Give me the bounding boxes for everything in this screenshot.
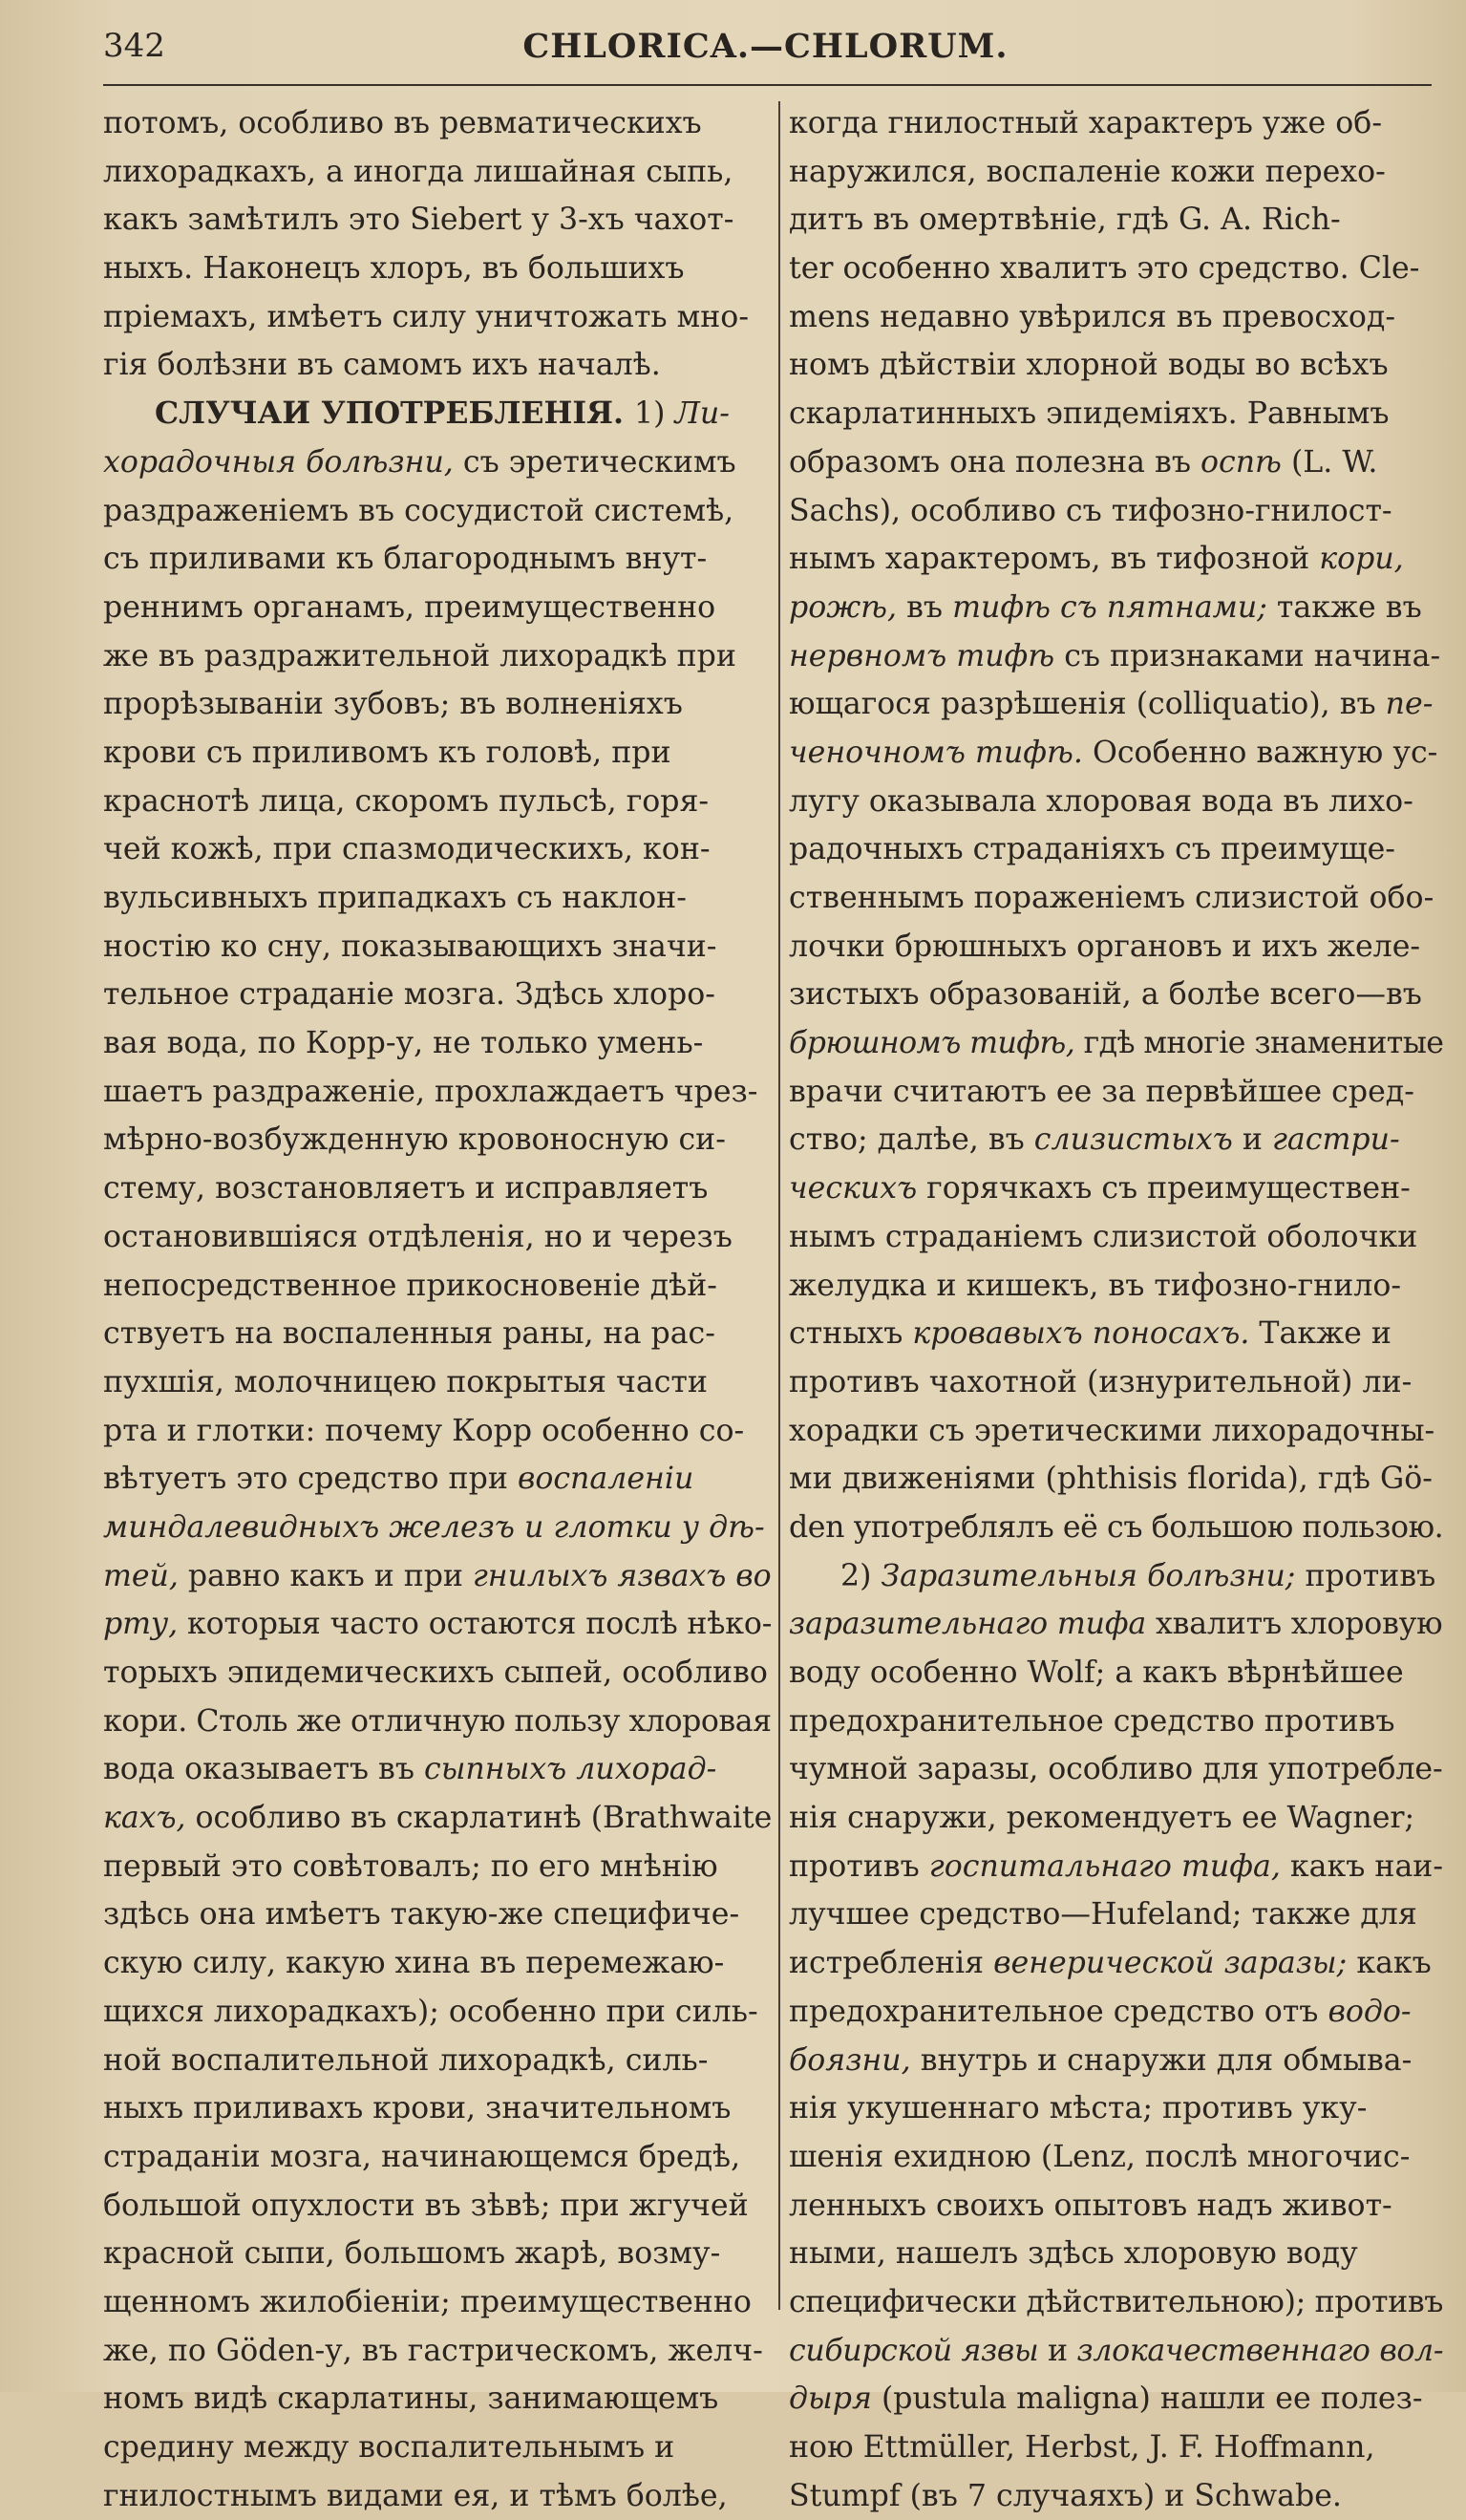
text-run: нымъ характеромъ, въ тифозной [789, 542, 1320, 577]
text-run: торыхъ эпидемическихъ сыпей, особливо [103, 1655, 768, 1690]
text-run: тельное страданіе мозга. Здѣсь хлоро- [103, 977, 715, 1013]
text-run: ной воспалительной лихорадкѣ, силь- [103, 2042, 709, 2078]
text-line [103, 971, 772, 1019]
text-line [789, 2133, 1443, 2182]
text-run: водо- [1328, 1994, 1412, 2029]
text-line [789, 1455, 1443, 1504]
text-line [103, 1310, 772, 1358]
text-line [103, 825, 772, 874]
text-run: врачи считаютъ ее за первѣйшее сред- [789, 1074, 1414, 1109]
text-line [103, 1019, 772, 1068]
text-run: кори. Столь же отличную пользу хлоровая [103, 1703, 772, 1739]
text-run: шаетъ раздраженіе, прохлаждаетъ чрез- [103, 1074, 758, 1109]
text-line [789, 341, 1443, 390]
text-line [789, 438, 1443, 487]
text-run: также въ [1266, 589, 1422, 625]
text-run: противъ [789, 1848, 929, 1884]
text-line [103, 1262, 772, 1311]
text-line [103, 1794, 772, 1843]
text-line [103, 1649, 772, 1698]
text-line [103, 1698, 772, 1746]
text-line [103, 148, 772, 197]
text-line [103, 2327, 772, 2376]
page-header [103, 27, 1428, 75]
text-line [789, 2084, 1443, 2133]
text-run: гастри- [1271, 1122, 1400, 1158]
text-run: красной сыпи, большомъ жарѣ, возму- [103, 2236, 721, 2272]
text-line [789, 2278, 1443, 2327]
text-line [103, 923, 772, 972]
text-run: СЛУЧАИ УПОТРЕБЛЕНІЯ. [155, 395, 634, 432]
text-run: боязни, [789, 2042, 911, 2078]
text-run: сыпныхъ лихорад- [424, 1752, 717, 1787]
text-run: какъ замѣтилъ это Siebert у 3-хъ чахот- [103, 203, 734, 238]
text-line [103, 1552, 772, 1601]
text-run: желудка и кишекъ, въ тифозно-гнило- [789, 1268, 1402, 1303]
text-line [103, 680, 772, 729]
text-line [789, 1116, 1443, 1164]
text-run: лучшее средство—Hufeland; также для [789, 1897, 1417, 1933]
text-run: гія болѣзни въ самомъ ихъ началѣ. [103, 348, 661, 383]
text-run: нія укушеннаго мѣста; противъ уку- [789, 2091, 1368, 2126]
text-line [103, 1068, 772, 1117]
text-line [789, 923, 1443, 972]
text-run: потомъ, особливо въ ревматическихъ [103, 106, 702, 140]
text-run: ми движеніями (phthisis florida), гдѣ Gö- [789, 1462, 1433, 1497]
text-run: гнилостнымъ видами ея, и тѣмъ болѣе, [103, 2478, 728, 2513]
text-line [789, 196, 1443, 245]
text-run: хорадки съ эретическими лихорадочны- [789, 1413, 1435, 1448]
text-run: брюшномъ тифѣ, [789, 1026, 1075, 1061]
text-line [789, 971, 1443, 1019]
text-line [103, 2278, 772, 2327]
text-run: воспаленіи [517, 1462, 694, 1497]
text-line [103, 1213, 772, 1262]
text-run: госпитальнаго тифа, [928, 1848, 1281, 1884]
text-run: краснотѣ лица, скоромъ пульсѣ, горя- [103, 783, 710, 819]
text-line [789, 390, 1443, 438]
text-run: сибирской язвы [789, 2333, 1039, 2368]
text-run: тей, [103, 1558, 179, 1593]
text-line [789, 825, 1443, 874]
text-run: равно какъ и при [178, 1558, 473, 1593]
text-run: нія снаружи, рекомендуетъ ее Wagner; [789, 1801, 1415, 1836]
text-line [103, 2037, 772, 2085]
text-run: внутрь и снаружи для обмыва- [910, 2042, 1413, 2078]
text-run: истребленія [789, 1946, 994, 1981]
text-run: противъ [1295, 1558, 1436, 1593]
text-run: пе- [1385, 687, 1434, 722]
text-run: дитъ въ омертвѣніе, гдѣ G. A. Rich- [789, 203, 1341, 238]
text-run: рожѣ, [789, 589, 898, 625]
page-number: 342 [103, 27, 165, 65]
text-run: образомъ она полезна въ [789, 444, 1200, 480]
text-run: зистыхъ образованій, а болѣе всего—въ [789, 977, 1422, 1013]
text-run: миндалевидныхъ железъ и глотки у дѣ- [103, 1509, 765, 1545]
text-line [103, 245, 772, 293]
text-line [789, 1310, 1443, 1358]
text-run: предохранительное средство отъ [789, 1994, 1328, 2029]
text-line [789, 2327, 1443, 2376]
text-run: щенномъ жилобіеніи; преимущественно [103, 2284, 752, 2319]
text-line [789, 729, 1443, 778]
text-line [103, 293, 772, 342]
text-run: вульсивныхъ припадкахъ съ наклон- [103, 881, 687, 915]
text-line [789, 584, 1443, 632]
text-line [103, 1600, 772, 1649]
text-line [789, 1213, 1443, 1262]
text-run: номъ видѣ скарлатины, занимающемъ [103, 2381, 719, 2417]
text-run: 2) [840, 1558, 882, 1593]
text-line [103, 632, 772, 681]
text-run: чумной заразы, особливо для употребле- [789, 1752, 1443, 1787]
text-run: чей кожѣ, при спазмодическихъ, кон- [103, 832, 711, 867]
text-run: вѣтуетъ это средство при [103, 1462, 518, 1497]
text-run: съ признаками начина- [1054, 638, 1441, 673]
text-run: скую силу, какую хина въ перемежаю- [103, 1946, 725, 1981]
text-run: противъ чахотной (изнурительной) ли- [789, 1364, 1413, 1399]
text-run: ствуетъ на воспаленныя раны, на рас- [103, 1316, 715, 1352]
text-run: хорадочныя болѣзни, [103, 444, 454, 480]
text-line [789, 1698, 1443, 1746]
column-divider [778, 101, 780, 2310]
text-run: кори, [1319, 542, 1404, 577]
text-line [103, 729, 772, 778]
text-line [789, 535, 1443, 584]
text-run: рту, [103, 1607, 179, 1642]
text-run: же, по Göden-у, въ гастрическомъ, желч- [103, 2333, 763, 2368]
text-run: какъ наи- [1280, 1848, 1444, 1884]
text-line [789, 2037, 1443, 2085]
text-line [789, 1843, 1443, 1891]
text-run: первый это совѣтовалъ; по его мнѣнію [103, 1848, 718, 1884]
text-line [789, 2375, 1443, 2424]
text-line [103, 1407, 772, 1456]
text-run: вая вода, по Корр-у, не только умень- [103, 1026, 704, 1061]
text-line [789, 293, 1443, 342]
text-run: наружился, воспаленіе кожи перехо- [789, 154, 1386, 189]
text-run: реннимъ органамъ, преимущественно [103, 589, 716, 625]
text-run: злокачественнаго вол- [1076, 2333, 1444, 2368]
text-run: и [1232, 1122, 1272, 1158]
text-run: Sachs), особливо съ тифозно-гнилост- [789, 493, 1392, 528]
text-line [103, 487, 772, 536]
text-run: лихорадкахъ, а иногда лишайная сыпь, [103, 154, 733, 189]
text-line [103, 1939, 772, 1988]
text-run: Заразительныя болѣзни; [881, 1558, 1296, 1593]
text-line [789, 1794, 1443, 1843]
text-line [103, 438, 772, 487]
text-run: ностію ко сну, показывающихъ значи- [103, 929, 717, 964]
text-run: гнилыхъ язвахъ во [472, 1558, 772, 1593]
text-run: нервномъ тифѣ [789, 638, 1055, 673]
text-run: ющагося разрѣшенія (colliquatio), въ [789, 687, 1386, 722]
text-line [103, 1504, 772, 1552]
text-run: ныхъ приливахъ крови, значительномъ [103, 2091, 732, 2126]
text-run: дыря [789, 2381, 872, 2417]
text-line [103, 874, 772, 923]
text-line [789, 1068, 1443, 1117]
text-run: (pustula maligna) нашли ее полез- [871, 2381, 1423, 2417]
text-line [103, 2133, 772, 2182]
text-run: какъ [1347, 1946, 1432, 1981]
text-line [789, 2182, 1443, 2231]
text-run: (L. W. [1281, 444, 1378, 480]
text-run: въ [897, 589, 953, 625]
text-run: заразительнаго тифа [789, 1607, 1147, 1642]
text-run: кахъ, [103, 1801, 186, 1836]
text-run: съ эретическимъ [453, 444, 736, 480]
text-run: шенія ехидною (Lenz, послѣ многочис- [789, 2139, 1411, 2174]
text-run: стему, возстановляетъ и исправляетъ [103, 1171, 709, 1207]
text-run: специфически дѣйствительною); противъ [789, 2284, 1444, 2319]
text-line [103, 2472, 772, 2520]
text-line [103, 2084, 772, 2133]
text-line [789, 2424, 1443, 2472]
text-line [789, 1649, 1443, 1698]
text-line [789, 148, 1443, 197]
text-run: остановившіяся отдѣленія, но и черезъ [103, 1219, 733, 1254]
text-line [103, 341, 772, 390]
text-run: предохранительное средство противъ [789, 1703, 1395, 1739]
text-run: гдѣ многіе знаменитые [1074, 1026, 1444, 1061]
text-run: стныхъ [789, 1316, 913, 1352]
text-run: горячкахъ съ преимуществен- [917, 1171, 1411, 1207]
text-run: когда гнилостный характеръ уже об- [789, 106, 1382, 140]
text-run: нымъ страданіемъ слизистой оболочки [789, 1219, 1418, 1254]
text-run: ter особенно хвалитъ это средство. Cle- [789, 251, 1420, 287]
text-run: ченочномъ тифѣ. [789, 735, 1083, 770]
text-line [103, 99, 772, 148]
text-run: непосредственное прикосновеніе дѣй- [103, 1268, 717, 1303]
text-run: средину между воспалительнымъ и [103, 2430, 675, 2465]
text-run: радочныхъ страданіяхъ съ преимуще- [789, 832, 1395, 867]
text-run: mens недавно увѣрился въ превосход- [789, 299, 1396, 334]
text-run: den употреблялъ её съ большою пользою. [789, 1509, 1444, 1545]
text-line [789, 778, 1443, 826]
running-head: CHLORICA.—CHLORUM. [522, 27, 1009, 66]
text-line [103, 1164, 772, 1213]
text-line [789, 1262, 1443, 1311]
text-run: здѣсь она имѣетъ такую-же специфиче- [103, 1897, 740, 1933]
text-line [789, 1939, 1443, 1988]
text-line [789, 632, 1443, 681]
text-run: ными, нашелъ здѣсь хлоровую воду [789, 2236, 1358, 2272]
text-run: Также и [1249, 1316, 1392, 1352]
text-run: особливо въ скарлатинѣ (Brathwaite [185, 1801, 773, 1836]
text-run: ство; далѣе, въ [789, 1122, 1034, 1158]
text-run: ною Ettmüller, Herbst, J. F. Hoffmann, [789, 2430, 1375, 2465]
right-column [789, 99, 1443, 2520]
text-line [789, 1552, 1443, 1601]
text-line [789, 99, 1443, 148]
text-line [789, 1504, 1443, 1552]
header-rule [103, 84, 1432, 86]
text-run: скарлатинныхъ эпидеміяхъ. Равнымъ [789, 396, 1390, 432]
left-column [103, 99, 772, 2520]
text-line [103, 390, 772, 438]
text-run: щихся лихорадкахъ); особенно при силь- [103, 1994, 758, 2029]
text-run: лугу оказывала хлоровая вода въ лихо- [789, 783, 1413, 819]
text-run: Особенно важную ус- [1082, 735, 1438, 770]
text-line [789, 1358, 1443, 1407]
text-line [103, 2424, 772, 2472]
text-line [789, 1164, 1443, 1213]
text-line [103, 584, 772, 632]
text-line [789, 1988, 1443, 2037]
text-run: крови съ приливомъ къ головѣ, при [103, 735, 671, 770]
text-run: Stumpf (въ 7 случаяхъ) и Schwabe. [789, 2478, 1342, 2513]
text-run: рта и глотки: почему Корр особенно со- [103, 1413, 745, 1448]
text-run: страданіи мозга, начинающемся бредѣ, [103, 2139, 741, 2174]
text-line [789, 2472, 1443, 2520]
text-line [103, 1116, 772, 1164]
text-line [103, 2230, 772, 2278]
text-line [103, 1843, 772, 1891]
text-line [789, 1019, 1443, 1068]
text-line [103, 2182, 772, 2231]
text-line [789, 1407, 1443, 1456]
text-run: кровавыхъ поносахъ. [912, 1316, 1250, 1352]
text-run: же въ раздражительной лихорадкѣ при [103, 638, 736, 673]
text-run: вода оказываетъ въ [103, 1752, 424, 1787]
text-run: ственнымъ пораженіемъ слизистой обо- [789, 881, 1434, 915]
text-line [103, 1358, 772, 1407]
text-run: номъ дѣйствіи хлорной воды во всѣхъ [789, 348, 1389, 383]
text-run: тифѣ съ пятнами; [952, 589, 1267, 625]
text-line [103, 1745, 772, 1794]
text-line [789, 680, 1443, 729]
text-line [103, 535, 772, 584]
text-line [789, 487, 1443, 536]
text-run: слизистыхъ [1033, 1122, 1233, 1158]
text-run: мѣрно-возбужденную кровоносную си- [103, 1122, 726, 1158]
text-line [789, 874, 1443, 923]
text-run: которыя часто остаются послѣ нѣко- [178, 1607, 773, 1642]
text-run: прорѣзываніи зубовъ; въ волненіяхъ [103, 687, 683, 722]
text-run: раздраженіемъ въ сосудистой системѣ, [103, 493, 734, 528]
text-run: ческихъ [789, 1171, 918, 1207]
text-run: и [1038, 2333, 1077, 2368]
text-line [103, 1988, 772, 2037]
text-run: Ли- [674, 396, 730, 432]
text-run: съ приливами къ благороднымъ внут- [103, 542, 708, 577]
text-line [103, 196, 772, 245]
text-run: 1) [634, 396, 675, 432]
text-line [103, 2375, 772, 2424]
text-run: оспѣ [1200, 444, 1282, 480]
text-run: ленныхъ своихъ опытовъ надъ живот- [789, 2188, 1392, 2223]
text-line [789, 1890, 1443, 1939]
text-line [789, 2230, 1443, 2278]
text-run: пухшія, молочницею покрытыя части [103, 1364, 708, 1399]
text-run: ныхъ. Наконецъ хлоръ, въ большихъ [103, 251, 685, 287]
text-line [103, 778, 772, 826]
text-line [789, 1745, 1443, 1794]
text-run: хвалитъ хлоровую [1146, 1607, 1443, 1642]
text-line [789, 1600, 1443, 1649]
text-run: пріемахъ, имѣетъ силу уничтожать мно- [103, 299, 749, 334]
text-line [789, 245, 1443, 293]
text-run: венерической заразы; [993, 1946, 1348, 1981]
text-run: воду особенно Wolf; а какъ вѣрнѣйшее [789, 1655, 1404, 1690]
text-line [103, 1455, 772, 1504]
text-run: лочки брюшныхъ органовъ и ихъ желе- [789, 929, 1421, 964]
text-run: большой опухлости въ зѣвѣ; при жгучей [103, 2188, 749, 2223]
text-line [103, 1890, 772, 1939]
